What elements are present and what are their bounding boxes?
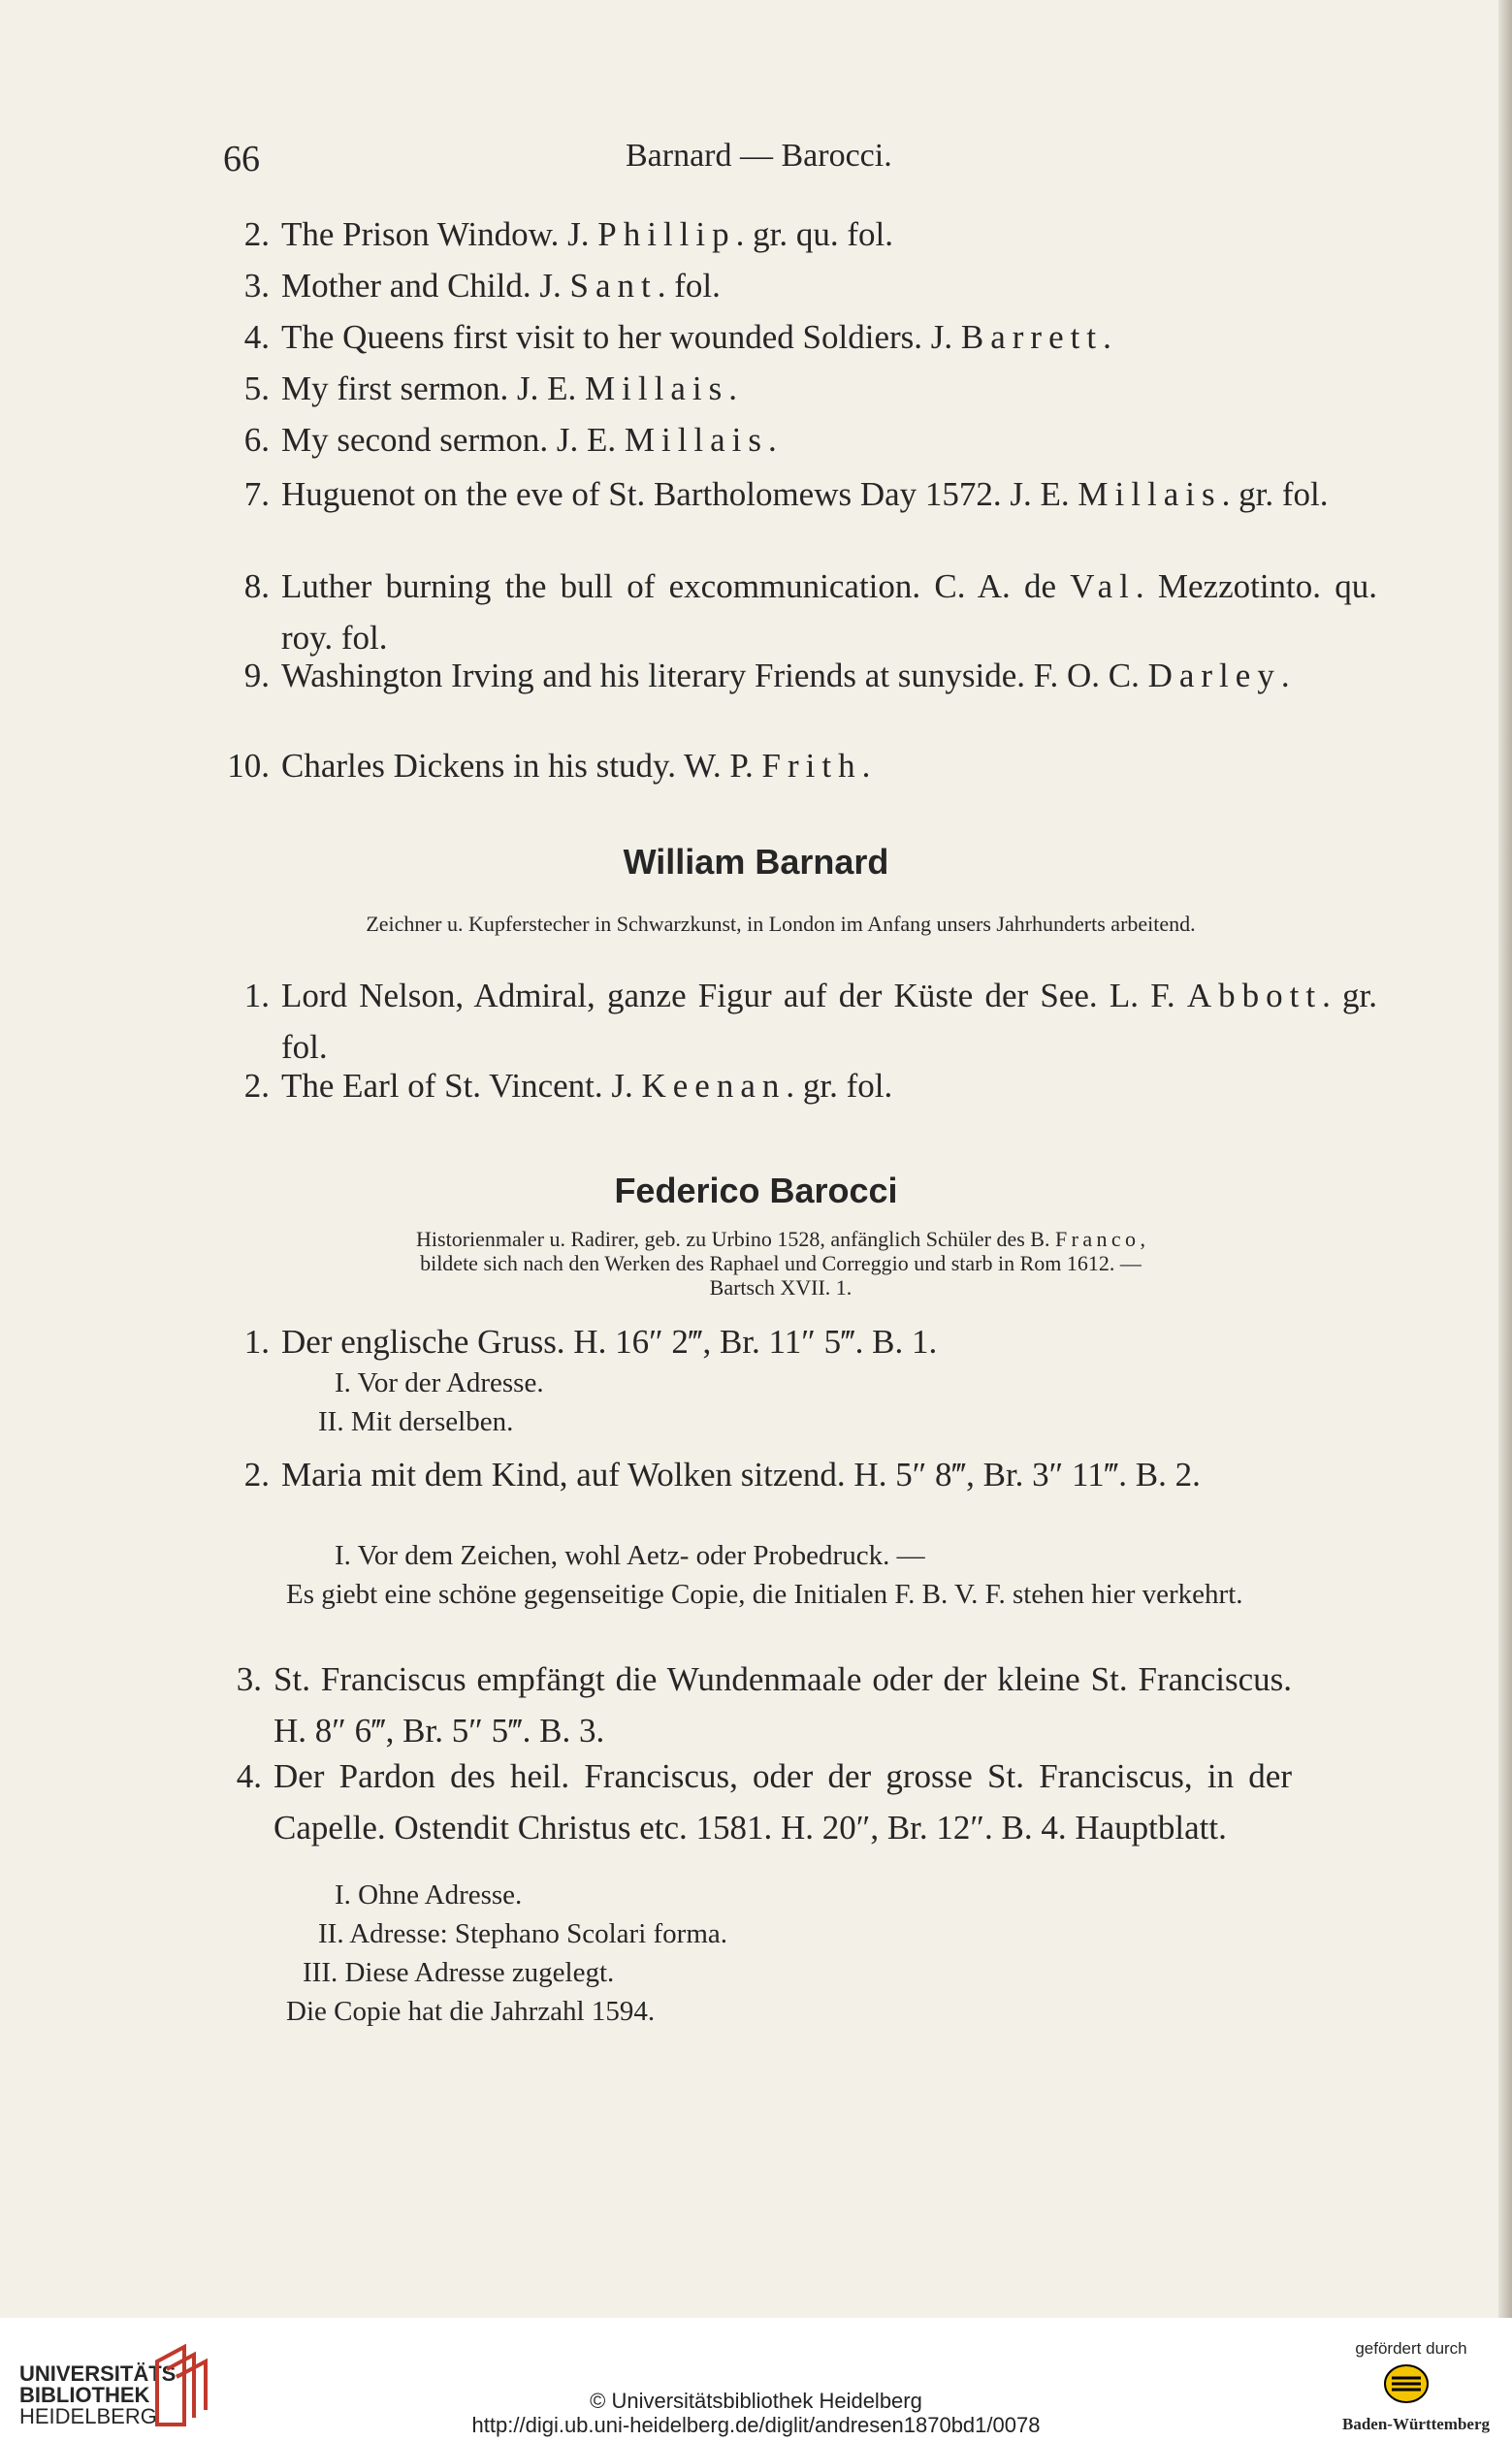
funded-by-label: gefördert durch xyxy=(1355,2339,1467,2358)
entry-artist: Sant xyxy=(569,267,658,305)
permalink[interactable]: http://digi.ub.uni-heidelberg.de/diglit/andresen1870bd1/0078 xyxy=(471,2413,1041,2437)
page-number: 66 xyxy=(223,139,260,179)
coat-of-arms-icon xyxy=(1382,2362,1431,2405)
entry-title: Huguenot on the eve of St. Bartholomews Day 1572. J. E. xyxy=(281,475,1078,513)
entry-format: . xyxy=(1103,318,1111,356)
state-note: I. Vor der Adresse. xyxy=(335,1367,544,1398)
entry-number: 3. xyxy=(243,267,270,305)
entry-artist: Val xyxy=(1070,567,1136,605)
entry-title: Luther burning the bull of excommunication. C. A. de xyxy=(281,567,1071,605)
library-name-line: UNIVERSITÄTS- xyxy=(19,2361,183,2386)
entry-title: My second sermon. J. E. xyxy=(281,421,625,459)
entry-number: 5. xyxy=(243,369,270,407)
catalog-entry xyxy=(243,209,1377,260)
copy-note-text: Es giebt eine schöne gegenseitige Copie, die Initialen F. B. V. F. stehen hier verkehrt. xyxy=(286,1579,1243,1610)
entry-number: 4. xyxy=(236,1757,262,1795)
catalog-entry xyxy=(243,414,1377,466)
catalog-entry xyxy=(243,1449,1377,1500)
entry-number: 1. xyxy=(243,977,270,1014)
entry-number: 10. xyxy=(227,747,270,785)
entry-title: Washington Irving and his literary Friends at sunyside. F. O. C. xyxy=(281,657,1148,694)
entry-title: Der Pardon des heil. Franciscus, oder der grosse St. Franciscus, in der Capelle. Ostendit Christus etc. 1581. H. 20″, Br. 12″. B. 4. Hauptblatt. xyxy=(273,1757,1292,1847)
entry-number: 2. xyxy=(243,1067,270,1105)
entry-title: Lord Nelson, Admiral, ganze Figur auf der Küste der See. L. F. xyxy=(281,977,1187,1014)
copy-note: Die Copie hat die Jahrzahl 1594. xyxy=(286,1996,656,2027)
catalog-entry xyxy=(243,1316,1377,1367)
entry-format: . gr. qu. fol. xyxy=(735,215,893,253)
entry-format: . gr. fol. xyxy=(786,1067,893,1105)
entry-artist: Keenan xyxy=(641,1067,787,1105)
catalog-entry xyxy=(243,260,1377,311)
bio-line: Bartsch XVII. 1. xyxy=(709,1275,853,1300)
catalog-entry xyxy=(243,561,1377,663)
entry-artist: Millais xyxy=(624,421,769,459)
catalog-entry xyxy=(243,311,1377,363)
entry-title: The Earl of St. Vincent. J. xyxy=(281,1067,642,1105)
state-note: II. Adresse: Stephano Scolari forma. xyxy=(318,1918,728,1949)
copy-note xyxy=(286,1575,1295,1614)
catalog-entry xyxy=(243,650,1377,701)
entry-number: 9. xyxy=(243,657,270,694)
entry-artist: Abbott xyxy=(1186,977,1323,1014)
entry-title: Mother and Child. J. xyxy=(281,267,570,305)
funder-name: Baden-Württemberg xyxy=(1341,2415,1491,2433)
entry-number: 2. xyxy=(243,1456,270,1494)
bio-line: bildete sich nach den Werken des Raphael und Correggio und starb in Rom 1612. — xyxy=(420,1251,1142,1275)
entry-format: . xyxy=(861,747,871,785)
entry-format: . gr. fol. xyxy=(1221,475,1329,513)
bio-line xyxy=(272,1227,1290,1251)
entry-number: 7. xyxy=(243,475,270,513)
entry-number: 1. xyxy=(243,1323,270,1361)
running-head: Barnard — Barocci. xyxy=(626,138,892,174)
library-name-line: BIBLIOTHEK xyxy=(19,2383,150,2407)
bio-text: , xyxy=(1140,1227,1145,1251)
entry-artist: Phillip xyxy=(597,215,736,253)
catalog-entry xyxy=(236,1654,1292,1756)
state-note: I. Ohne Adresse. xyxy=(335,1879,523,1911)
entry-format: . Mezzotinto. qu. roy. fol. xyxy=(281,567,1377,657)
artist-bio xyxy=(272,1227,1290,1300)
entry-format: . fol. xyxy=(657,267,721,305)
catalog-entry xyxy=(243,970,1377,1073)
entry-title: The Prison Window. J. xyxy=(281,215,598,253)
catalog-entry xyxy=(227,740,1377,791)
state-note: III. Diese Adresse zugelegt. xyxy=(303,1957,615,1988)
copyright-notice: © Universitätsbibliothek Heidelberg xyxy=(590,2389,922,2413)
entry-artist: Darley xyxy=(1147,657,1281,694)
entry-format: . xyxy=(768,421,777,459)
entry-title: Charles Dickens in his study. W. P. xyxy=(281,747,762,785)
page-edge xyxy=(1498,0,1512,2318)
state-note: I. Vor dem Zeichen, wohl Aetz- oder Probedruck. — xyxy=(335,1540,925,1571)
artist-heading: Federico Barocci xyxy=(614,1171,898,1210)
entry-title: My first sermon. J. E. xyxy=(281,369,586,407)
entry-number: 3. xyxy=(236,1660,262,1698)
entry-format: . xyxy=(728,369,737,407)
entry-number: 6. xyxy=(243,421,270,459)
bio-text: Historienmaler u. Radirer, geb. zu Urbino 1528, anfänglich Schüler des B. xyxy=(416,1227,1055,1251)
catalog-entry xyxy=(236,1750,1292,1853)
catalog-entry xyxy=(243,468,1377,520)
entry-artist: Millais xyxy=(585,369,729,407)
entry-format: . gr. fol. xyxy=(281,977,1377,1066)
entry-number: 2. xyxy=(243,215,270,253)
artist-heading: William Barnard xyxy=(623,842,889,882)
entry-number: 8. xyxy=(243,567,270,605)
bio-artist: Franco xyxy=(1054,1227,1141,1251)
entry-number: 4. xyxy=(243,318,270,356)
catalog-entry xyxy=(243,363,1377,414)
entry-artist: Millais xyxy=(1078,475,1222,513)
entry-title: Der englische Gruss. H. 16″ 2‴, Br. 11″ 5‴. B. 1. xyxy=(281,1323,938,1361)
entry-format: . xyxy=(1280,657,1290,694)
state-note: II. Mit derselben. xyxy=(318,1406,514,1437)
artist-bio: Zeichner u. Kupferstecher in Schwarzkunst, in London im Anfang unsers Jahrhunderts arbeitend. xyxy=(366,912,1196,936)
entry-title: The Queens first visit to her wounded Soldiers. J. xyxy=(281,318,961,356)
entry-artist: Barrett xyxy=(960,318,1104,356)
entry-title: Maria mit dem Kind, auf Wolken sitzend. H. 5″ 8‴, Br. 3″ 11‴. B. 2. xyxy=(281,1456,1201,1494)
entry-artist: Frith xyxy=(761,747,862,785)
entry-title: St. Franciscus empfängt die Wundenmaale oder der kleine St. Franciscus. H. 8″ 6‴, Br. 5″ 5‴. B. 3. xyxy=(273,1660,1292,1750)
catalog-entry xyxy=(243,1060,1377,1111)
library-name-line: HEIDELBERG xyxy=(19,2404,157,2428)
